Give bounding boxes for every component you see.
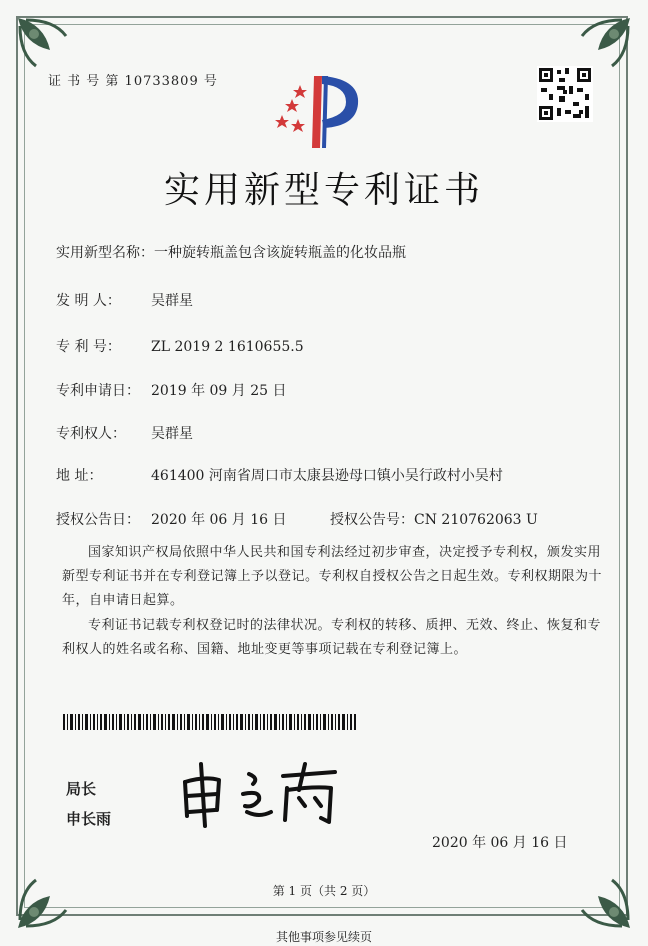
grant-date-row <box>56 509 287 529</box>
certificate-number-label: 证 书 号 第 <box>48 74 120 89</box>
certificate-number-value: 10733809 <box>124 74 199 89</box>
utility-model-name-value: 一种旋转瓶盖包含该旋转瓶盖的化妆品瓶 <box>154 245 406 261</box>
patent-number-label: 专 利 号： <box>56 339 121 355</box>
page-number: 第 1 页（共 2 页） <box>272 884 376 898</box>
application-date-value: 2019 年 09 月 25 日 <box>151 383 287 399</box>
director-name: 申长雨 <box>66 810 112 828</box>
address-value: 461400 河南省周口市太康县逊母口镇小吴行政村小吴村 <box>151 468 503 484</box>
certificate-number <box>48 70 218 89</box>
barcode-icon <box>63 714 356 730</box>
grant-number-label: 授权公告号： <box>330 512 414 528</box>
legal-status-paragraph: 专利证书记载专利权登记时的法律状况。专利权的转移、质押、无效、终止、恢复和专利权人的姓名或名称、国籍、地址变更等事项记载在专利登记簿上。 <box>62 618 602 657</box>
address-label: 地 址： <box>56 468 103 484</box>
patent-office-logo-icon <box>262 68 377 153</box>
page-title: 实用新型专利证书 <box>163 170 484 211</box>
grant-date-value: 2020 年 06 月 16 日 <box>151 512 287 528</box>
issue-date: 2020 年 06 月 16 日 <box>432 835 568 851</box>
utility-model-name-label: 实用新型名称： <box>56 245 154 261</box>
application-date-label: 专利申请日： <box>56 383 140 399</box>
grant-statement-paragraph: 国家知识产权局依照中华人民共和国专利法经过初步审查，决定授予专利权，颁发实用新型专利证书并在专利登记簿上予以登记。专利权自授权公告之日起生效。专利权期限为十年，自申请日起算。 <box>62 545 603 608</box>
patentee-value: 吴群星 <box>151 426 193 442</box>
patent-number-row <box>56 336 304 356</box>
inventor-value: 吴群星 <box>151 293 193 309</box>
grant-number-value: CN 210762063 U <box>414 512 538 528</box>
director-signature-icon <box>175 760 345 830</box>
address-row <box>56 465 503 485</box>
qr-code-icon <box>537 66 593 122</box>
patentee-label: 专利权人： <box>56 426 126 442</box>
application-date-row <box>56 380 287 400</box>
inventor-row <box>56 290 193 310</box>
director-title: 局长 <box>66 780 97 798</box>
certificate-number-suffix: 号 <box>203 74 218 89</box>
grant-number-row <box>330 509 538 529</box>
inventor-label: 发 明 人： <box>56 293 121 309</box>
utility-model-name-row <box>56 242 406 262</box>
patent-number-value: ZL 2019 2 1610655.5 <box>151 339 304 355</box>
patentee-row <box>56 423 193 443</box>
footer-note: 其他事项参见续页 <box>275 930 372 944</box>
grant-date-label: 授权公告日： <box>56 512 140 528</box>
